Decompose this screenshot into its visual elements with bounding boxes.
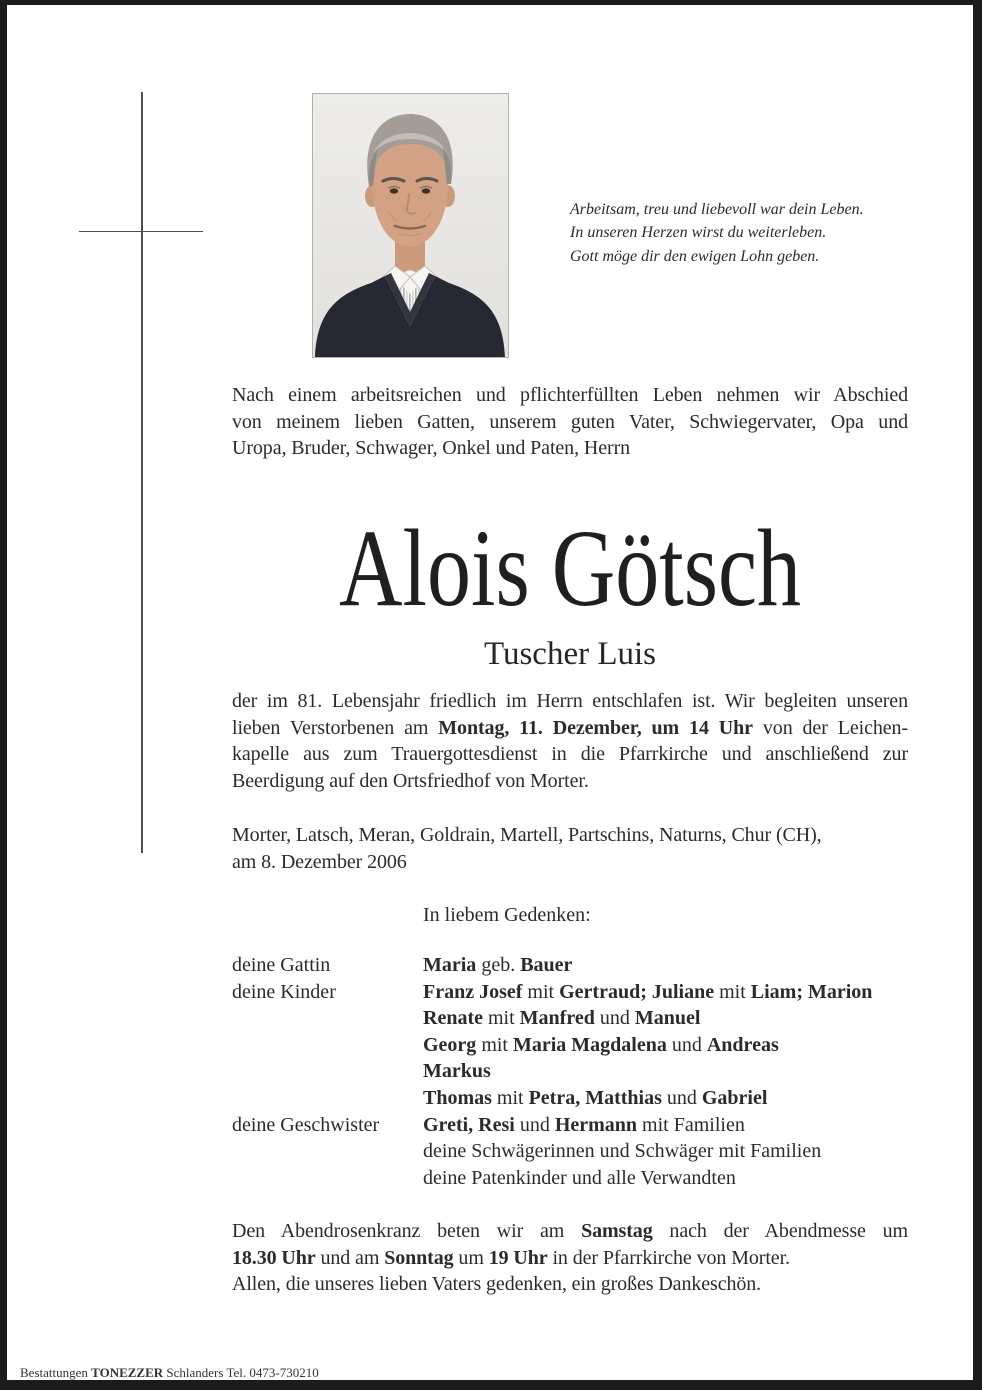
- portrait-illustration: [313, 94, 508, 357]
- remembrance-heading: In liebem Gedenken:: [423, 904, 591, 926]
- relation-label: deine Geschwister: [232, 1113, 380, 1136]
- mourner-row: [232, 1138, 932, 1165]
- text-line: Beerdigung auf den Ortsfriedhof von Morter.: [232, 769, 589, 792]
- intro-paragraph: [232, 382, 908, 462]
- text-line: am 8. Dezember 2006: [232, 850, 407, 873]
- rosary-paragraph: [232, 1218, 908, 1298]
- text-line: Morter, Latsch, Meran, Goldrain, Martell, Partschins, Naturns, Chur (CH),: [232, 824, 822, 846]
- text-line: Bestattungen TONEZZER Schlanders Tel. 0473-730210: [20, 1365, 319, 1380]
- relation-label: deine Gattin: [232, 954, 331, 976]
- cross-symbol-arm: [79, 231, 203, 233]
- mourners-list: [232, 952, 932, 1191]
- text-line: der im 81. Lebensjahr friedlich im Herrn entschlafen ist. Wir begleiten unseren: [232, 690, 908, 712]
- memorial-verse: [570, 198, 930, 268]
- text-line: In unseren Herzen wirst du weiterleben.: [570, 224, 827, 242]
- mourner-names: deine Patenkinder und alle Verwandten: [423, 1166, 736, 1189]
- text-line: Gott möge dir den ewigen Lohn geben.: [570, 247, 820, 265]
- deceased-name: Alois Götsch: [339, 507, 801, 629]
- mourner-names: Franz Josef mit Gertraud; Juliane mit Liam; Marion: [423, 980, 873, 1003]
- mourner-row: [232, 1032, 932, 1059]
- mourner-row: [232, 979, 932, 1006]
- mourner-row: [232, 952, 932, 979]
- mourner-row: [232, 1058, 932, 1085]
- places-date: [232, 822, 908, 875]
- mourner-names: deine Schwägerinnen und Schwäger mit Familien: [423, 1140, 822, 1163]
- relation-label: deine Kinder: [232, 980, 336, 1003]
- mourner-row: [232, 1165, 932, 1192]
- text-line: Arbeitsam, treu und liebevoll war dein Leben.: [570, 201, 864, 218]
- portrait-photo: [312, 93, 509, 358]
- relation-label: [232, 1138, 423, 1165]
- relation-label: [232, 1085, 423, 1112]
- text-line: Den Abendrosenkranz beten wir am Samstag nach der Abendmesse um: [232, 1220, 908, 1242]
- funeral-announcement: [232, 688, 908, 794]
- text-line: lieben Verstorbenen am Montag, 11. Dezember, um 14 Uhr von der Leichen-: [232, 716, 908, 739]
- relation-label: [232, 1165, 423, 1192]
- relation-label: [232, 1032, 423, 1059]
- text-line: Uropa, Bruder, Schwager, Onkel und Paten, Herrn: [232, 437, 631, 460]
- mourner-names: Renate mit Manfred und Manuel: [423, 1007, 701, 1030]
- text-line: kapelle aus zum Trauergottesdienst in die Pfarrkirche und anschließend zur: [232, 743, 908, 766]
- mourner-names: Greti, Resi und Hermann mit Familien: [423, 1113, 745, 1136]
- mourner-row: [232, 1005, 932, 1032]
- text-line: Nach einem arbeitsreichen und pflichterfüllten Leben nehmen wir Abschied: [232, 384, 908, 406]
- mourner-names: Georg mit Maria Magdalena und Andreas: [423, 1033, 779, 1056]
- mourner-row: [232, 1112, 932, 1139]
- deceased-nickname: Tuscher Luis: [483, 636, 657, 672]
- cross-symbol: [141, 92, 143, 853]
- relation-label: [232, 1058, 423, 1085]
- mourner-names: Thomas mit Petra, Matthias und Gabriel: [423, 1086, 768, 1109]
- mourner-row: [232, 1085, 932, 1112]
- text-line: von meinem lieben Gatten, unserem guten Vater, Schwiegervater, Opa und: [232, 410, 908, 433]
- text-line: Allen, die unseres lieben Vaters gedenken, ein großes Dankeschön.: [232, 1273, 762, 1296]
- mourner-names: Markus: [423, 1060, 491, 1083]
- relation-label: [232, 1005, 423, 1032]
- funeral-home-footer: [20, 1360, 620, 1387]
- text-line: 18.30 Uhr und am Sonntag um 19 Uhr in der Pfarrkirche von Morter.: [232, 1246, 790, 1269]
- mourner-names: Maria geb. Bauer: [423, 954, 573, 976]
